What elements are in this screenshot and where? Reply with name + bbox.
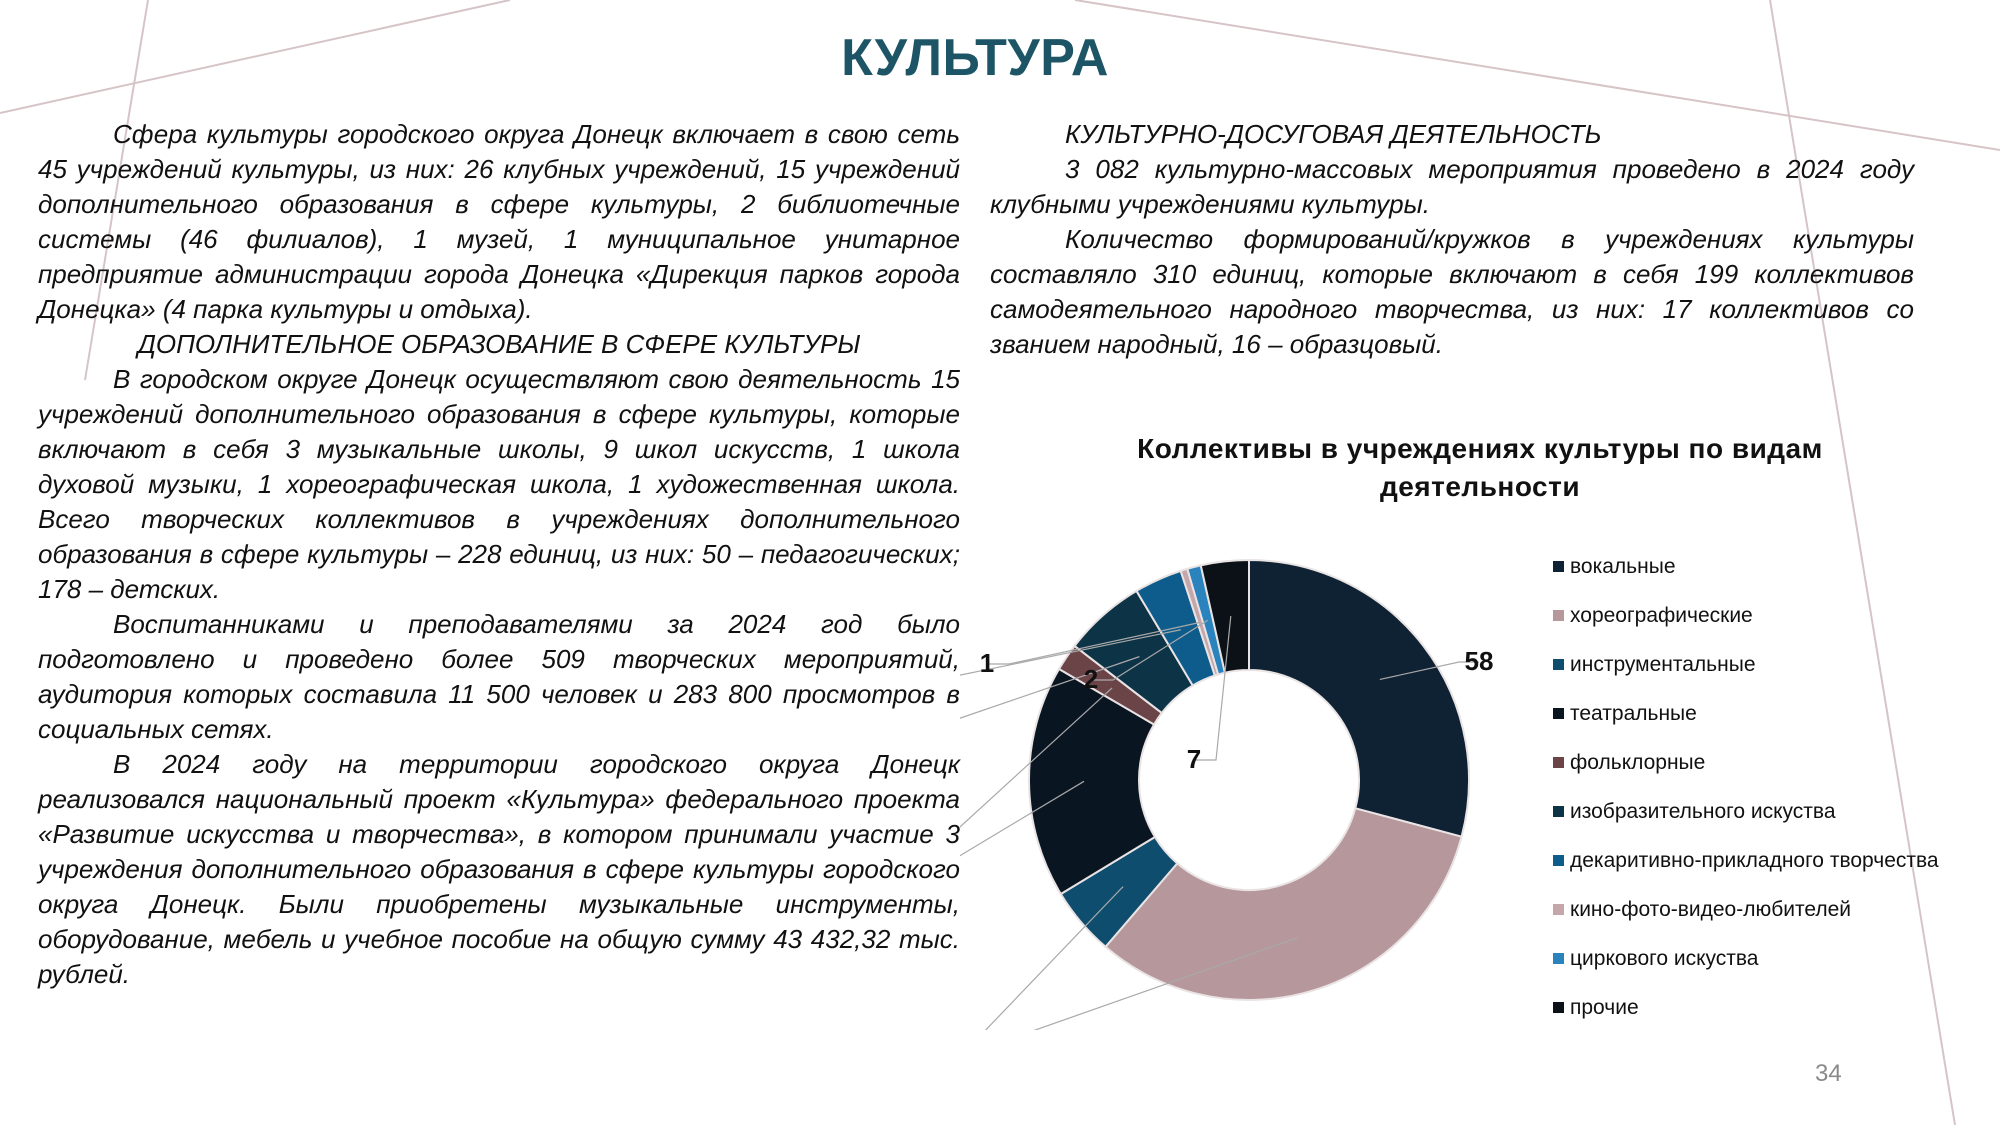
donut-slice	[1106, 808, 1462, 1000]
page-title: КУЛЬТУРА	[841, 29, 1109, 87]
legend-swatch	[1553, 806, 1564, 817]
chart-title: Коллективы в учреждениях культуры по видам деятельности	[1137, 433, 1823, 502]
legend-swatch	[1553, 904, 1564, 915]
legend-label: декаритивно-прикладного творчества	[1570, 848, 1939, 872]
legend-swatch	[1553, 659, 1564, 670]
national-project-paragraph: В 2024 году на территории городского округа Донецк реализовался национальный проект «Культура» федерального проекта «Развитие искусства и творчества», в котором принимали участие 3 учреждения дополнительного образования в сфере культуры городского округа Донецк. Были приобретены музыкальные инструменты, оборудование, мебель и учебное пособие на общую сумму 43 432,32 тыс. рублей.	[38, 749, 960, 989]
left-text-column	[38, 117, 960, 992]
legend-swatch	[1553, 757, 1564, 768]
section-heading-leisure: КУЛЬТУРНО-ДОСУГОВАЯ ДЕЯТЕЛЬНОСТЬ	[1065, 119, 1602, 149]
legend-label: фольклорные	[1570, 750, 1706, 774]
data-label: 2	[1083, 664, 1099, 694]
legend-item	[1553, 885, 1993, 934]
chart-legend	[1553, 542, 1993, 1032]
legend-swatch	[1553, 1002, 1564, 1013]
right-text-column	[990, 117, 1914, 362]
events-paragraph: Воспитанниками и преподавателями за 2024 год было подготовлено и проведено более 509 творческих мероприятий, аудитория которых составила 11 500 человек и 283 800 просмотров в социальных сетях.	[38, 609, 960, 744]
legend-label: вокальные	[1570, 554, 1676, 578]
legend-label: прочие	[1570, 995, 1639, 1019]
data-label: 58	[1464, 646, 1494, 676]
legend-item	[1553, 738, 1993, 787]
data-label: 7	[1186, 744, 1202, 774]
legend-label: театральные	[1570, 701, 1697, 725]
legend-label: циркового искуства	[1570, 946, 1759, 970]
legend-label: кино-фото-видео-любителей	[1570, 897, 1852, 921]
legend-label: изобразительного искуства	[1570, 799, 1836, 823]
legend-item	[1553, 934, 1993, 983]
legend-swatch	[1553, 610, 1564, 621]
formations-paragraph: Количество формирований/кружков в учреждениях культуры составляло 310 единиц, которые включают в себя 199 коллективов самодеятельного народного творчества, из них: 17 коллективов со званием народный, 16 – образцовый.	[990, 224, 1914, 359]
legend-item	[1553, 640, 1993, 689]
legend-swatch	[1553, 561, 1564, 572]
legend-label: хореографические	[1570, 603, 1753, 627]
legend-item	[1553, 542, 1993, 591]
legend-item	[1553, 591, 1993, 640]
legend-swatch	[1553, 708, 1564, 719]
legend-label: инструментальные	[1570, 652, 1756, 676]
intro-paragraph: Сфера культуры городского округа Донецк включает в свою сеть 45 учреждений культуры, из них: 26 клубных учреждений, 15 учреждений дополнительного образования в сфере культуры, 2 библиотечные системы (46 филиалов), 1 музей, 1 муниципальное унитарное предприятие администрации города Донецка «Дирекция парков города Донецка» (4 парка культуры и отдыха).	[38, 119, 960, 324]
education-paragraph: В городском округе Донецк осуществляют свою деятельность 15 учреждений дополнительного образования в сфере культуры, которые включают в себя 3 музыкальные школы, 9 школ искусств, 1 школа духовой музыки, 1 хореографическая школа, 1 художественная школа. Всего творческих коллективов в учреждениях дополнительного образования в сфере культуры – 228 единиц, из них: 50 – педагогических; 178 – детских.	[38, 364, 960, 604]
section-heading-education: ДОПОЛНИТЕЛЬНОЕ ОБРАЗОВАНИЕ В СФЕРЕ КУЛЬТУРЫ	[137, 329, 861, 359]
leisure-events-paragraph: 3 082 культурно-массовых мероприятия проведено в 2024 году клубными учреждениями культуры.	[990, 154, 1914, 219]
data-label: 1	[979, 648, 995, 678]
legend-swatch	[1553, 953, 1564, 964]
donut-chart	[960, 470, 1560, 1030]
page-number: 34	[1815, 1060, 1842, 1087]
legend-item	[1553, 787, 1993, 836]
legend-item	[1553, 983, 1993, 1032]
donut-slice	[1249, 560, 1469, 837]
legend-swatch	[1553, 855, 1564, 866]
legend-item	[1553, 836, 1993, 885]
legend-item	[1553, 689, 1993, 738]
